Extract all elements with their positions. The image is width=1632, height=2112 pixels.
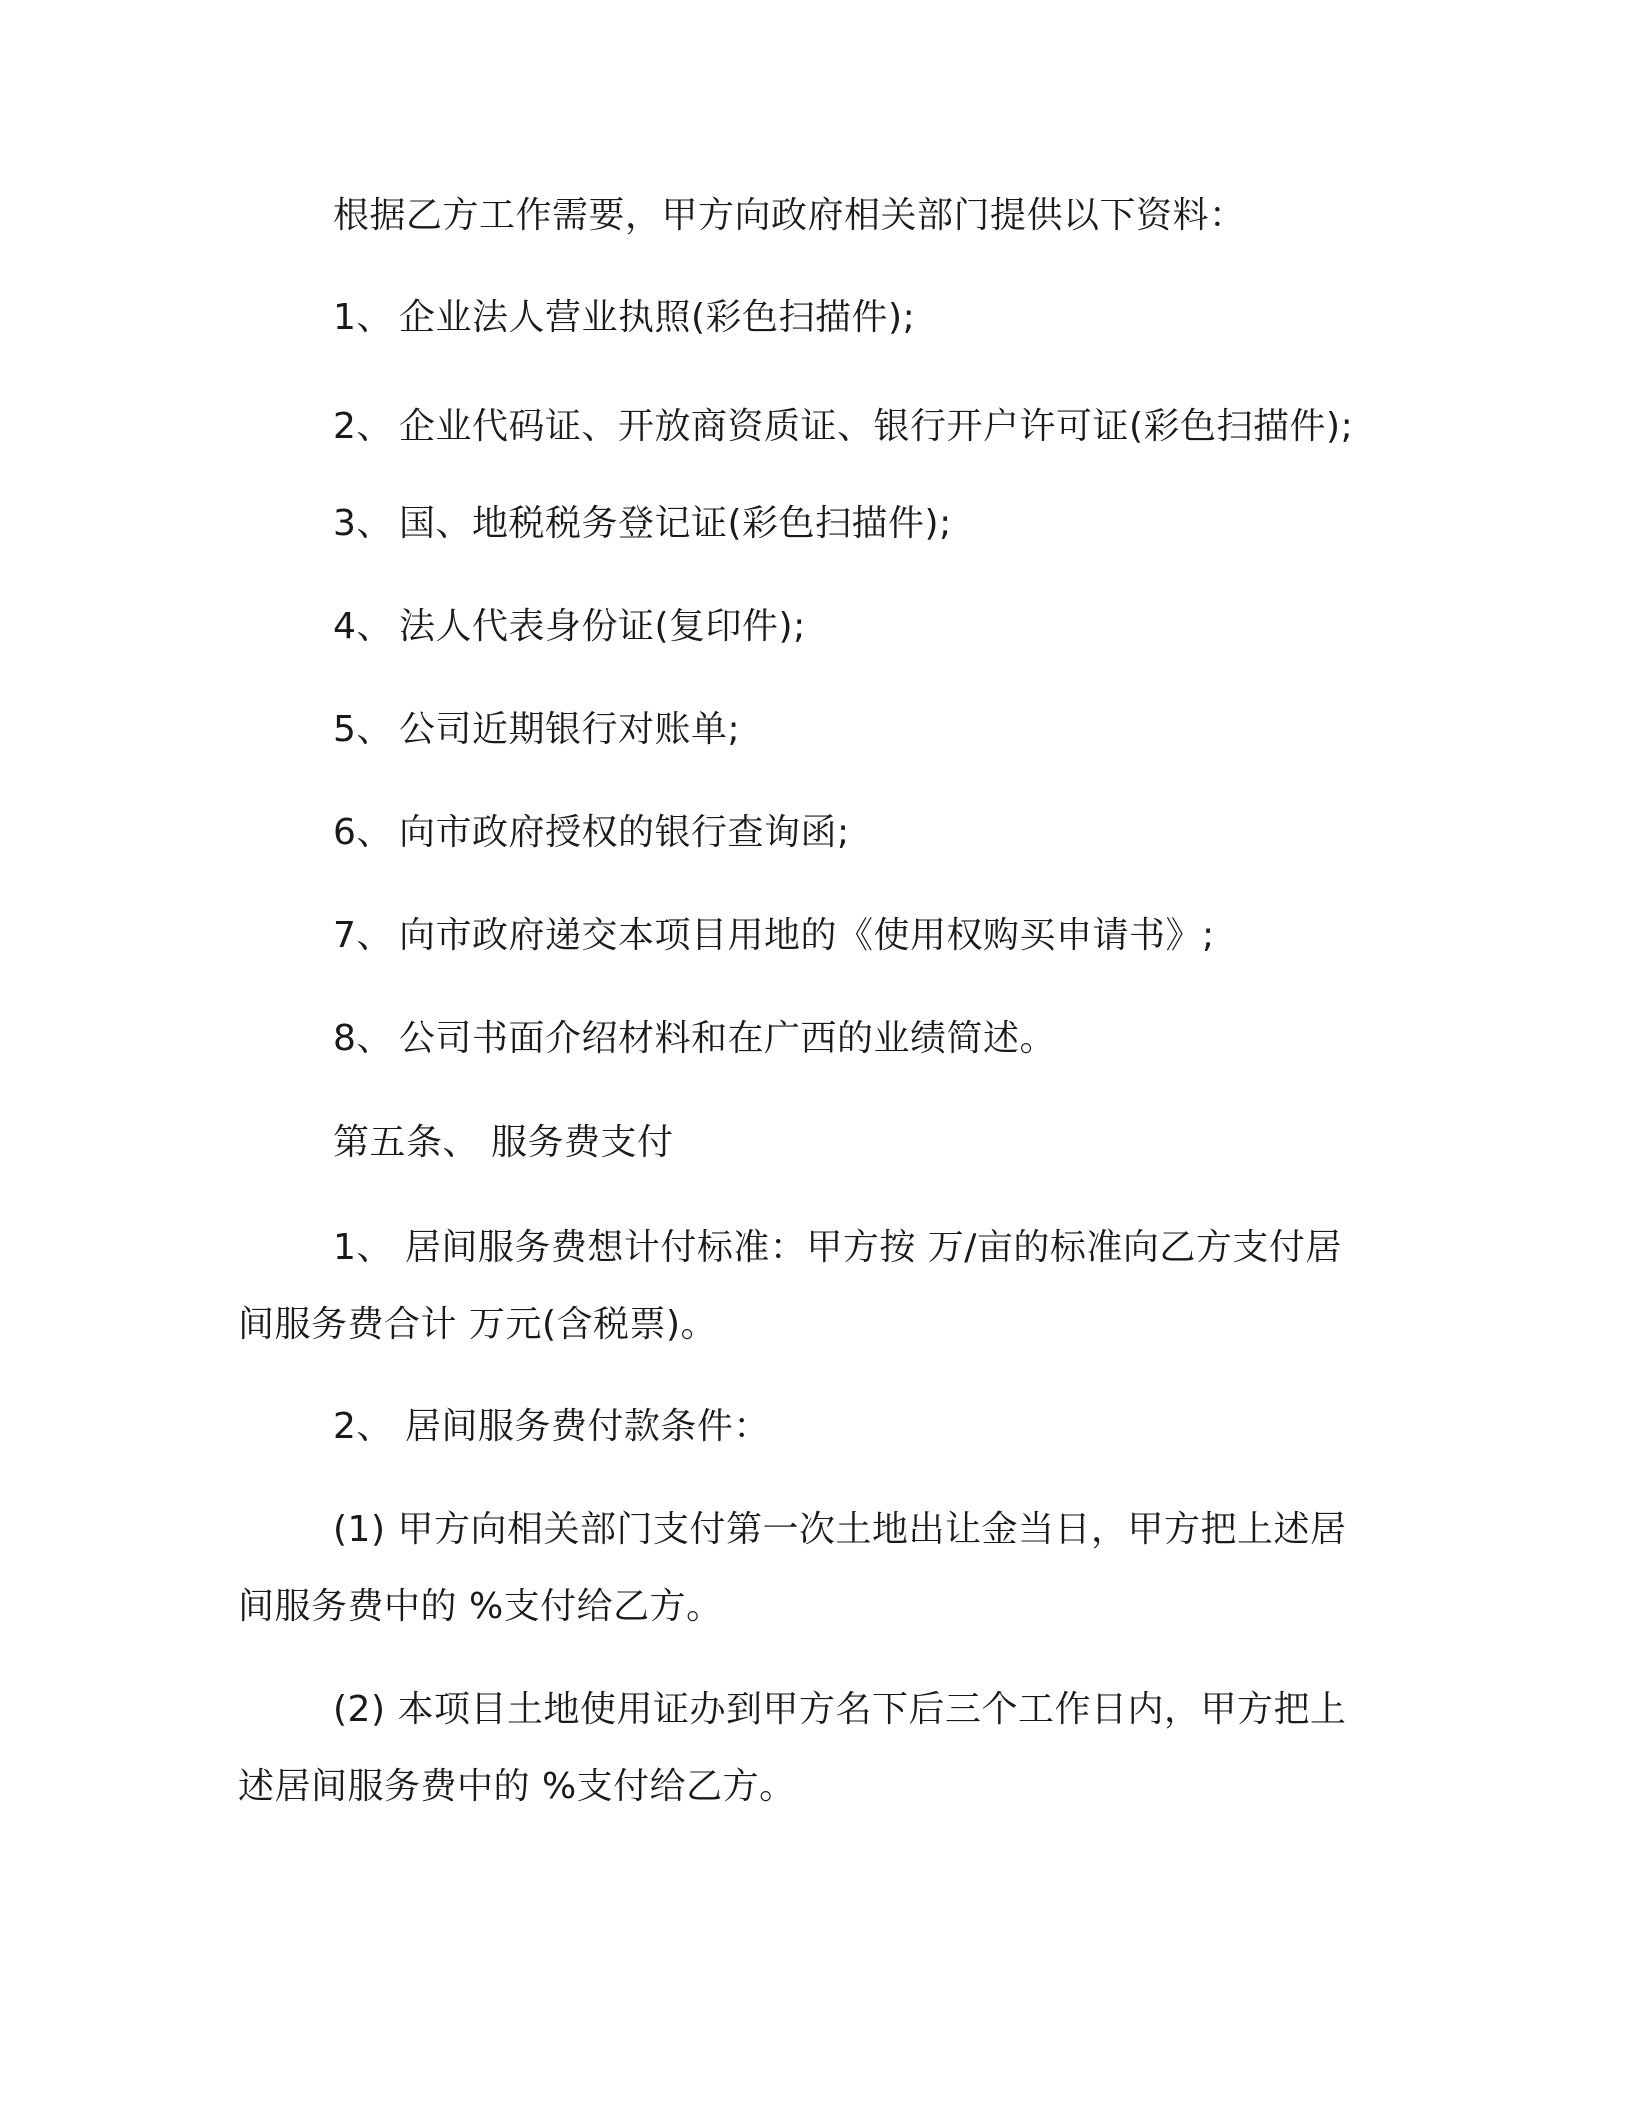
article-5-heading: 第五条、 服务费支付 (333, 1122, 674, 1163)
material-number: 4、 (333, 606, 393, 647)
material-number: 1、 (333, 297, 393, 338)
material-number: 8、 (333, 1018, 393, 1059)
material-text: 法人代表身份证(复印件); (399, 606, 806, 647)
material-text: 企业法人营业执照(彩色扫描件); (399, 297, 916, 338)
material-item-7 (333, 914, 1215, 958)
material-item-6 (333, 811, 850, 855)
condition-1-line-1: (1) 甲方向相关部门支付第一次土地出让金当日，甲方把上述居 (333, 1509, 1347, 1550)
fee-standard-line-2: 间服务费合计 万元(含税票)。 (238, 1304, 718, 1345)
material-number: 3、 (333, 503, 393, 544)
condition-2-line-1: (2) 本项目土地使用证办到甲方名下后三个工作日内，甲方把上 (333, 1689, 1347, 1730)
intro-paragraph: 根据乙方工作需要，甲方向政府相关部门提供以下资料： (333, 195, 1246, 236)
material-item-2 (333, 405, 1353, 449)
material-item-1 (333, 296, 915, 340)
material-item-5 (333, 708, 740, 752)
material-text: 公司近期银行对账单; (399, 709, 741, 750)
material-number: 7、 (333, 915, 393, 956)
material-number: 5、 (333, 709, 393, 750)
material-number: 6、 (333, 812, 393, 853)
material-number: 2、 (333, 406, 393, 447)
material-text: 国、地税税务登记证(彩色扫描件); (399, 503, 952, 544)
material-text: 向市政府授权的银行查询函; (399, 812, 850, 853)
fee-standard-line-1: 1、 居间服务费想计付标准：甲方按 万/亩的标准向乙方支付居 (333, 1227, 1342, 1268)
material-item-8 (333, 1017, 1056, 1061)
payment-conditions-heading: 2、 居间服务费付款条件： (333, 1406, 770, 1447)
material-item-3 (333, 502, 952, 546)
material-text: 企业代码证、开放商资质证、银行开户许可证(彩色扫描件); (399, 406, 1354, 447)
condition-2-line-2: 述居间服务费中的 %支付给乙方。 (238, 1766, 796, 1807)
material-item-4 (333, 605, 806, 649)
material-text: 向市政府递交本项目用地的《使用权购买申请书》; (399, 915, 1215, 956)
condition-1-line-2: 间服务费中的 %支付给乙方。 (238, 1586, 723, 1627)
material-text: 公司书面介绍材料和在广西的业绩简述。 (399, 1018, 1057, 1059)
